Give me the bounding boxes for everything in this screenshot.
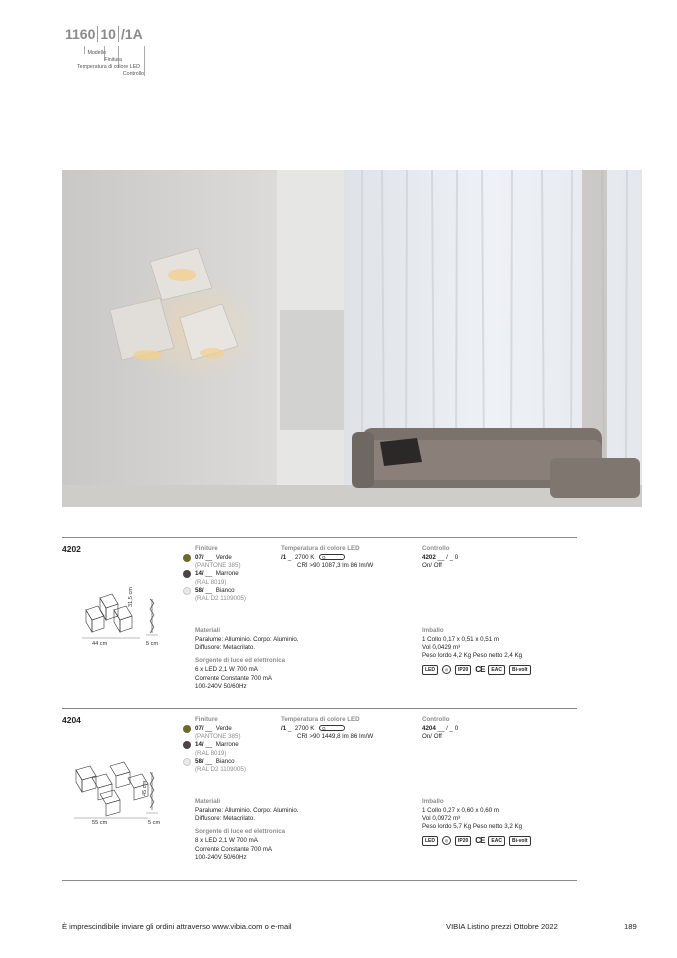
code-legend: [52, 26, 152, 82]
control-code: 4202: [422, 554, 436, 561]
packaging-block: [422, 798, 577, 846]
packaging-line: 1 Collo 0,27 x 0,60 x 0,60 m: [422, 807, 500, 814]
color-swatch-brown: [183, 741, 191, 749]
temperature-detail: CRI >90 1087,3 lm 86 lm/W: [297, 562, 374, 570]
light-source-title: Sorgente di luce ed elettronica: [195, 657, 286, 665]
finish-option-bianco[interactable]: [195, 587, 246, 595]
materials-line: Diffusore: Metacrilato.: [195, 815, 256, 823]
section-divider: [62, 708, 577, 709]
finish-suffix: __: [205, 570, 213, 578]
finish-code: 07/: [195, 554, 204, 561]
section-divider: [62, 880, 577, 881]
finish-suffix: __: [205, 741, 213, 749]
control-block: [422, 545, 458, 570]
packaging-line: Vol 0,0972 m³: [422, 815, 461, 823]
energy-class-badge: G: [319, 725, 345, 731]
control-type: On/ Off: [422, 562, 442, 570]
color-swatch-green: [183, 554, 191, 562]
footer-catalog-title: VIBIA Listino prezzi Ottobre 2022: [446, 922, 558, 931]
packaging-line: Peso lordo 4,2 Kg Peso netto 2,4 Kg: [422, 652, 523, 660]
energy-class-badge: G: [319, 554, 345, 560]
section-divider: [62, 537, 577, 538]
legend-code-model: 1160: [65, 26, 96, 42]
control-code-line: [422, 725, 458, 733]
packaging-line: 1 Collo 0,17 x 0,51 x 0,51 m: [422, 636, 500, 643]
finish-option-verde[interactable]: [195, 554, 246, 562]
control-code: 4204: [422, 725, 436, 732]
control-block: [422, 716, 458, 741]
certification-icons: [422, 836, 577, 846]
finish-option-marrone[interactable]: [195, 741, 246, 749]
packaging-title: Imballo: [422, 627, 444, 634]
interior-scene-illustration: [62, 170, 642, 507]
legend-code-temp-control: /1A: [118, 26, 145, 42]
materials-block: [195, 627, 395, 691]
finish-suffix: __: [205, 725, 213, 732]
page-number: 189: [624, 922, 637, 931]
ip20-icon: IP20: [455, 836, 471, 846]
legend-codes: [63, 26, 145, 42]
legend-label-control: Controllo: [122, 71, 144, 77]
materials-title: Materiali: [195, 627, 221, 634]
temperature-detail: CRI >90 1449,8 lm 86 lm/W: [297, 733, 374, 741]
finish-code: 58/: [195, 757, 204, 765]
finish-name: Marrone: [215, 570, 239, 578]
temperature-title: Temperatura di colore LED: [281, 545, 360, 552]
control-title: Controllo: [422, 545, 450, 552]
finishes-title: Finiture: [195, 545, 218, 552]
ip20-icon: IP20: [455, 665, 471, 675]
finish-suffix: __: [205, 586, 213, 594]
product-side-drawing: [144, 597, 164, 637]
certification-icons: [422, 665, 577, 675]
ce-mark-icon: CE: [475, 836, 485, 846]
control-title: Controllo: [422, 716, 450, 723]
led-icon: LED: [422, 836, 438, 846]
eac-icon: EAC: [488, 665, 505, 675]
finish-code: 07/: [195, 725, 204, 732]
legend-code-finish: 10: [97, 26, 118, 42]
color-swatch-green: [183, 725, 191, 733]
finishes-title: Finiture: [195, 716, 218, 723]
dimension-depth: 5 cm: [148, 820, 161, 826]
finish-ref: (PANTONE 385): [195, 733, 241, 741]
temperature-value: 2700 K: [294, 554, 315, 561]
finish-ref: (PANTONE 385): [195, 562, 241, 570]
temperature-option[interactable]: [281, 725, 421, 733]
product-code: 4204: [62, 715, 81, 725]
eac-icon: EAC: [488, 836, 505, 846]
finish-option-marrone[interactable]: [195, 570, 246, 578]
control-type: On/ Off: [422, 733, 442, 741]
class-icon: ◎: [442, 836, 451, 845]
temperature-option[interactable]: [281, 554, 421, 562]
product-photo: [62, 170, 642, 507]
finishes-list: [195, 554, 246, 603]
bi-volt-icon: Bi-volt: [509, 665, 531, 675]
finish-ref: (RAL D2 1109005): [195, 594, 246, 602]
temperature-suffix: _: [287, 554, 292, 561]
finish-ref: (RAL 8019): [195, 578, 227, 586]
finish-name: Bianco: [215, 586, 235, 594]
light-source-title: Sorgente di luce ed elettronica: [195, 828, 286, 836]
temperature-suffix: _: [287, 725, 292, 732]
materials-line: Paralume: Alluminio. Corpo: Aluminio.: [195, 636, 299, 643]
finishes-block: [195, 545, 246, 603]
color-swatch-brown: [183, 570, 191, 578]
packaging-block: [422, 627, 577, 675]
dimension-depth: 5 cm: [146, 641, 159, 647]
finish-suffix: __: [205, 757, 213, 765]
product-section-4204: [62, 708, 577, 883]
finishes-block: [195, 716, 246, 774]
legend-label-temp: Temperatura di colore LED: [76, 64, 140, 70]
packaging-line: Vol 0,0429 m³: [422, 644, 461, 652]
temperature-title: Temperatura di colore LED: [281, 716, 360, 723]
light-source-line: Corrente Constante 700 mA: [195, 674, 273, 682]
dimension-height: 45 cm: [142, 780, 148, 796]
color-temperature-block: [281, 716, 421, 741]
finish-name: Bianco: [215, 757, 235, 765]
bi-volt-icon: Bi-volt: [509, 836, 531, 846]
finishes-list: [195, 725, 246, 774]
packaging-line: Peso lordo 5,7 Kg Peso netto 3,2 Kg: [422, 823, 523, 831]
product-code: 4202: [62, 544, 81, 554]
finish-code: 14/: [195, 741, 204, 749]
product-section-4202: [62, 537, 577, 707]
temperature-code: /1: [281, 554, 287, 561]
color-swatch-white: [183, 587, 191, 595]
control-suffix: __ / _ 0: [437, 725, 459, 732]
finish-code: 14/: [195, 570, 204, 578]
footer-order-note: È imprescindibile inviare gli ordini attraverso www.vibia.com o e-mail: [62, 922, 292, 931]
led-icon: LED: [422, 665, 438, 675]
materials-title: Materiali: [195, 798, 221, 805]
dimension-width: 55 cm: [92, 820, 108, 826]
color-temperature-block: [281, 545, 421, 570]
class-icon: ◎: [442, 665, 451, 674]
finish-code: 58/: [195, 586, 204, 594]
legend-label-finish: Finitura: [104, 57, 122, 63]
control-suffix: __ / _ 0: [437, 554, 459, 561]
finish-option-bianco[interactable]: [195, 758, 246, 766]
ce-mark-icon: CE: [475, 665, 485, 675]
temperature-value: 2700 K: [294, 725, 315, 732]
light-source-line: 100-240V 50/60Hz: [195, 853, 247, 861]
finish-ref: (RAL 8019): [195, 749, 227, 757]
materials-line: Diffusore: Metacrilato.: [195, 644, 256, 652]
legend-label-model: Modello: [87, 50, 106, 56]
dimension-height: 31,5 cm: [128, 587, 134, 607]
finish-name: Verde: [215, 554, 232, 561]
legend-labels: [77, 50, 144, 78]
materials-block: [195, 798, 395, 862]
control-code-line: [422, 554, 458, 562]
packaging-title: Imballo: [422, 798, 444, 805]
light-source-line: 6 x LED 2,1 W 700 mA: [195, 666, 258, 674]
finish-suffix: __: [205, 554, 213, 561]
finish-ref: (RAL D2 1109005): [195, 765, 246, 773]
light-source-line: Corrente Constante 700 mA: [195, 845, 273, 853]
finish-name: Marrone: [215, 741, 239, 749]
finish-option-verde[interactable]: [195, 725, 246, 733]
light-source-line: 100-240V 50/60Hz: [195, 682, 247, 690]
temperature-code: /1: [281, 725, 287, 732]
materials-line: Paralume: Alluminio. Corpo: Aluminio.: [195, 807, 299, 814]
light-source-line: 8 x LED 2,1 W 700 mA: [195, 837, 258, 845]
finish-name: Verde: [215, 725, 232, 732]
dimension-width: 44 cm: [92, 641, 108, 647]
color-swatch-white: [183, 758, 191, 766]
legend-guide-line: [144, 46, 145, 76]
